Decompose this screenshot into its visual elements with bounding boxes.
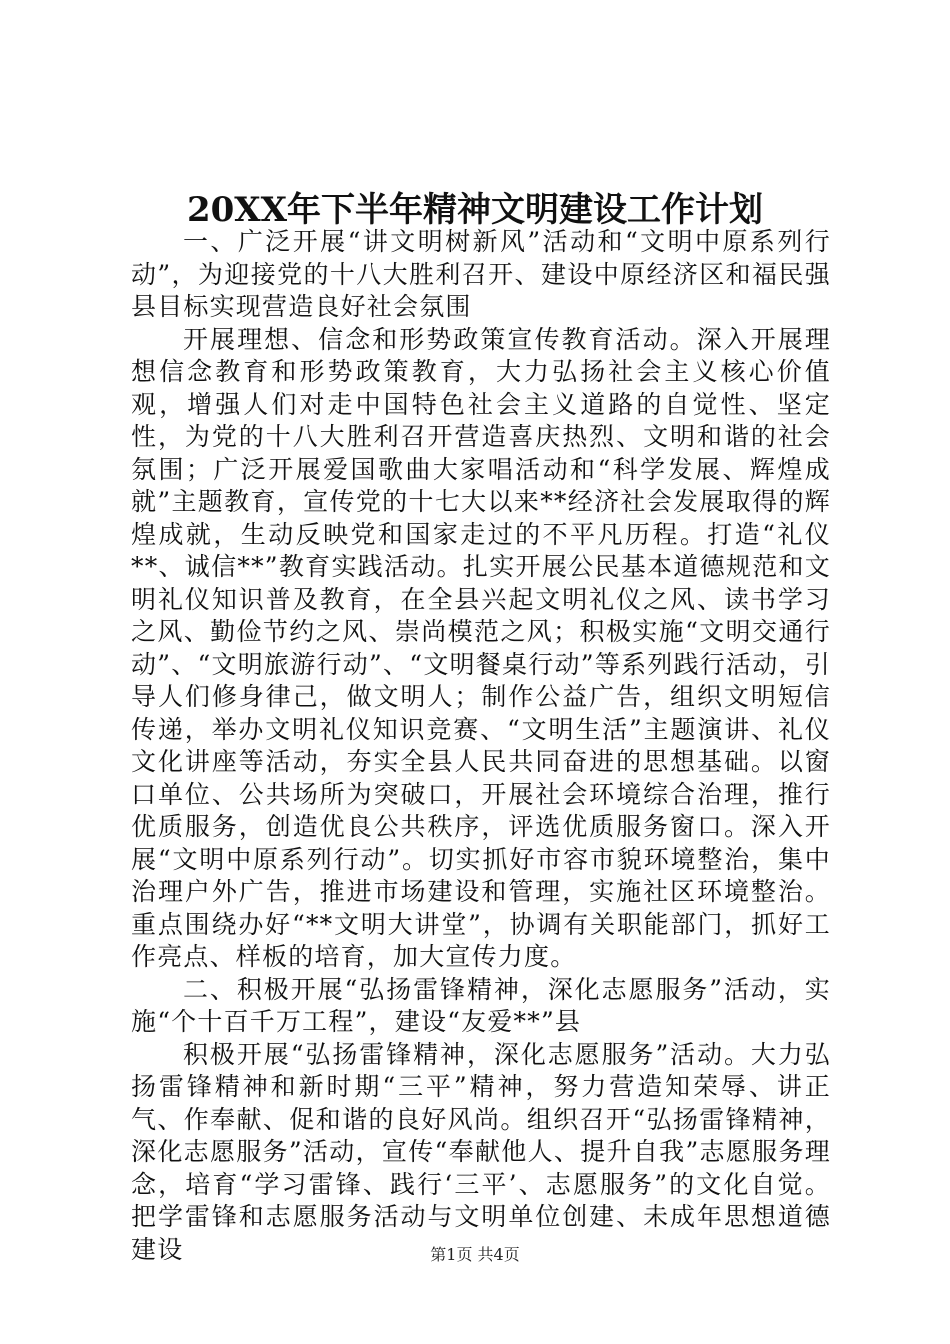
section-heading-2: 二、积极开展“弘扬雷锋精神，深化志愿服务”活动，实施“个十百千万工程”，建设“友爱**”县: [131, 974, 831, 1036]
body-paragraph-2: 积极开展“弘扬雷锋精神，深化志愿服务”活动。大力弘扬雷锋精神和新时期“三平”精神，努力营造知荣辱、讲正气、作奉献、促和谐的良好风尚。组织召开“弘扬雷锋精神，深化志愿服务”活动，宣传“奉献他人、提升自我”志愿服务理念，培育“学习雷锋、践行‘三平’、志愿服务”的文化自觉。把学雷锋和志愿服务活动与文明单位创建、未成年思想道德建设: [131, 1039, 831, 1264]
document-title: 20XX年下半年精神文明建设工作计划: [186, 190, 764, 230]
body-paragraph-1: 开展理想、信念和形势政策宣传教育活动。深入开展理想信念教育和形势政策教育，大力弘扬社会主义核心价值观，增强人们对走中国特色社会主义道路的自觉性、坚定性，为党的十八大胜利召开营造喜庆热烈、文明和谐的社会氛围；广泛开展爱国歌曲大家唱活动和“科学发展、辉煌成就”主题教育，宣传党的十七大以来**经济社会发展取得的辉煌成就，生动反映党和国家走过的不平凡历程。打造“礼仪**、诚信**”教育实践活动。扎实开展公民基本道德规范和文明礼仪知识普及教育，在全县兴起文明礼仪之风、读书学习之风、勤俭节约之风、崇尚模范之风；积极实施“文明交通行动”、“文明旅游行动”、“文明餐桌行动”等系列践行活动，引导人们修身律己，做文明人；制作公益广告，组织文明短信传递，举办文明礼仪知识竞赛、“文明生活”主题演讲、礼仪文化讲座等活动，夯实全县人民共同奋进的思想基础。以窗口单位、公共场所为突破口，开展社会环境综合治理，推行优质服务，创造优良公共秩序，评选优质服务窗口。深入开展“文明中原系列行动”。切实抓好市容市貌环境整治，集中治理户外广告，推进市场建设和管理，实施社区环境整治。重点围绕办好“**文明大讲堂”，协调有关职能部门，抓好工作亮点、样板的培育，加大宣传力度。: [131, 324, 831, 971]
page-number-footer: 第1页 共4页: [430, 1245, 520, 1264]
section-heading-1: 一、广泛开展“讲文明树新风”活动和“文明中原系列行动”，为迎接党的十八大胜利召开、建设中原经济区和福民强县目标实现营造良好社会氛围: [131, 227, 831, 321]
document-body: [131, 226, 831, 1266]
